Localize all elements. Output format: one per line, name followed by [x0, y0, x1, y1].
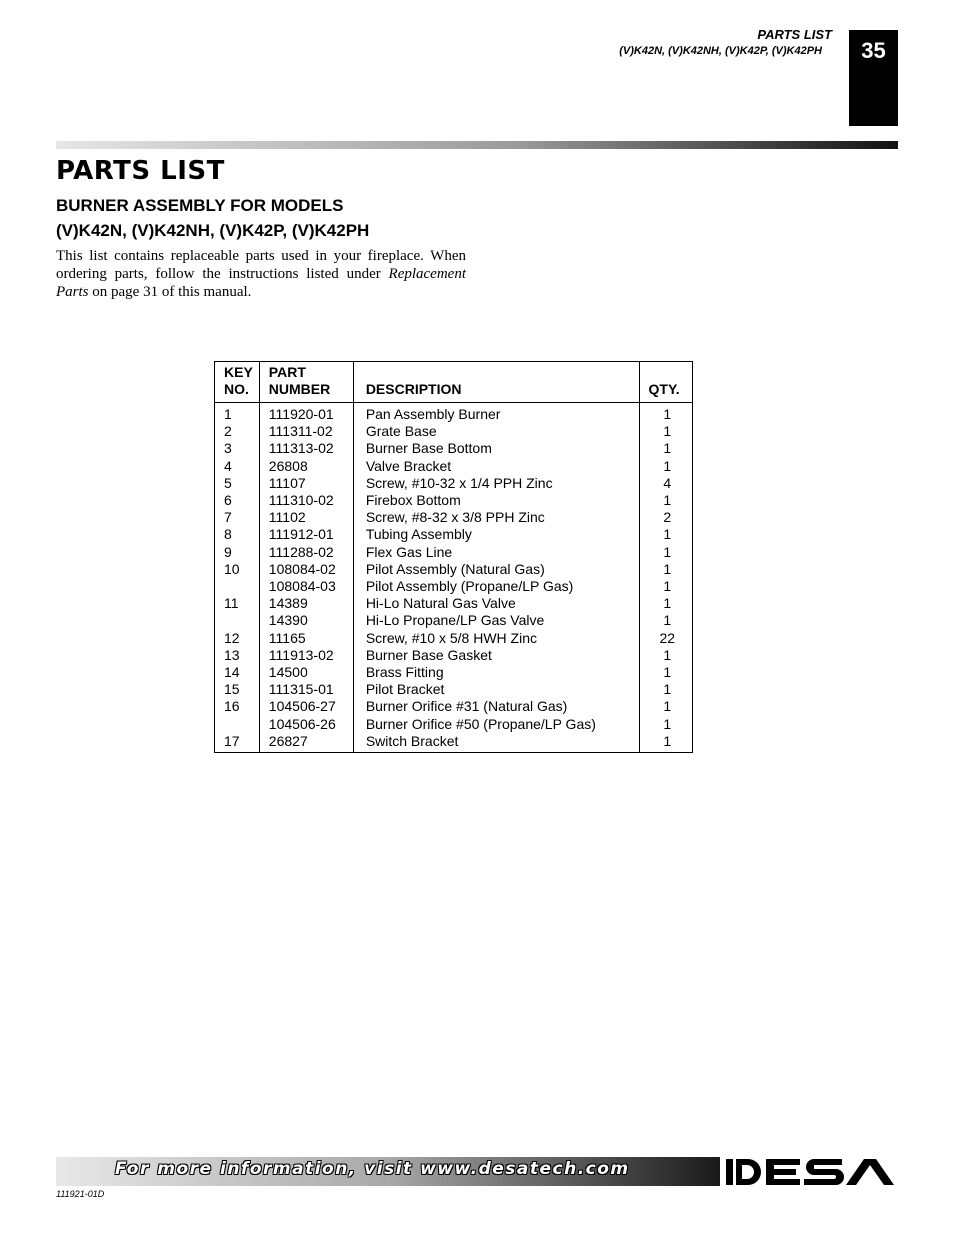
header-models-line: (V)K42N, (V)K42NH, (V)K42P, (V)K42PH — [619, 45, 822, 57]
parts-table — [214, 361, 693, 753]
cell-description: Firebox Bottom — [353, 492, 639, 509]
table-row — [215, 595, 693, 612]
cell-description: Burner Orifice #31 (Natural Gas) — [353, 698, 639, 715]
cell-part-number: 108084-02 — [259, 561, 353, 578]
table-row — [215, 544, 693, 561]
page-number-box — [849, 30, 898, 126]
cell-part-number: 26808 — [259, 458, 353, 475]
cell-description: Switch Bracket — [353, 733, 639, 753]
desa-logo — [724, 1156, 898, 1188]
cell-key-no: 7 — [215, 509, 260, 526]
cell-key-no: 1 — [215, 403, 260, 424]
cell-description: Grate Base — [353, 423, 639, 440]
cell-key-no: 6 — [215, 492, 260, 509]
cell-qty: 2 — [663, 509, 672, 526]
cell-key-no: 14 — [215, 664, 260, 681]
cell-qty: 1 — [663, 578, 672, 595]
cell-part-number: 11107 — [259, 475, 353, 492]
cell-key-no: 2 — [215, 423, 260, 440]
cell-key-no: 8 — [215, 526, 260, 543]
cell-description: Flex Gas Line — [353, 544, 639, 561]
table-row — [215, 475, 693, 492]
cell-qty: 1 — [663, 423, 672, 440]
table-row — [215, 509, 693, 526]
cell-part-number: 111313-02 — [259, 440, 353, 457]
cell-qty: 1 — [663, 526, 672, 543]
header-key-line1: KEY — [224, 364, 253, 380]
table-header-row — [215, 362, 693, 403]
header-part-number — [259, 362, 353, 403]
cell-qty: 1 — [663, 698, 672, 715]
cell-description: Screw, #10 x 5/8 HWH Zinc — [353, 630, 639, 647]
cell-description: Hi-Lo Natural Gas Valve — [353, 595, 639, 612]
table-row — [215, 458, 693, 475]
header-part-line2: NUMBER — [268, 381, 331, 397]
cell-key-no — [215, 716, 260, 733]
intro-paragraph — [56, 247, 466, 301]
section-subtitle — [56, 193, 369, 243]
cell-qty: 1 — [663, 440, 672, 457]
table-row — [215, 630, 693, 647]
cell-qty: 1 — [663, 664, 672, 681]
header-gradient-rule — [56, 141, 898, 149]
cell-part-number: 14500 — [259, 664, 353, 681]
cell-qty: 1 — [663, 406, 672, 422]
cell-key-no: 5 — [215, 475, 260, 492]
table-row — [215, 698, 693, 715]
table-row — [215, 647, 693, 664]
table-row — [215, 612, 693, 629]
cell-part-number: 111912-01 — [259, 526, 353, 543]
cell-qty: 1 — [663, 715, 672, 732]
cell-qty: 1 — [663, 543, 672, 560]
cell-qty: 1 — [663, 612, 672, 629]
cell-part-number: 11102 — [259, 509, 353, 526]
intro-text-before: This list contains replaceable parts used in your fireplace. When ordering parts, follow the instructions listed under — [56, 248, 466, 282]
table-row — [215, 733, 693, 753]
cell-part-number: 26827 — [259, 733, 353, 753]
cell-qty: 1 — [663, 681, 672, 698]
header-part-line1: PART — [268, 364, 306, 380]
cell-description: Pilot Assembly (Propane/LP Gas) — [353, 578, 639, 595]
cell-description: Burner Orifice #50 (Propane/LP Gas) — [353, 716, 639, 733]
cell-description: Screw, #8-32 x 3/8 PPH Zinc — [353, 509, 639, 526]
cell-part-number: 14390 — [259, 612, 353, 629]
cell-qty: 1 — [663, 646, 672, 663]
cell-description: Screw, #10-32 x 1/4 PPH Zinc — [353, 475, 639, 492]
cell-part-number: 111311-02 — [259, 423, 353, 440]
cell-description: Burner Base Gasket — [353, 647, 639, 664]
cell-part-number: 111310-02 — [259, 492, 353, 509]
cell-part-number: 111920-01 — [259, 403, 353, 424]
cell-qty: 1 — [663, 492, 672, 509]
cell-key-no: 12 — [215, 630, 260, 647]
cell-key-no: 13 — [215, 647, 260, 664]
cell-part-number: 108084-03 — [259, 578, 353, 595]
cell-key-no: 9 — [215, 544, 260, 561]
cell-qty: 22 — [659, 629, 676, 646]
cell-key-no — [215, 578, 260, 595]
table-row — [215, 716, 693, 733]
cell-description: Pilot Bracket — [353, 681, 639, 698]
footer-info-text: For more information, visit www.desatech.com — [115, 1159, 630, 1179]
cell-qty: 4 — [663, 474, 672, 491]
table-row — [215, 526, 693, 543]
cell-qty: 1 — [663, 560, 672, 577]
table-row — [215, 440, 693, 457]
parts-table-body — [215, 403, 693, 753]
cell-key-no: 11 — [215, 595, 260, 612]
cell-key-no: 15 — [215, 681, 260, 698]
cell-description: Hi-Lo Propane/LP Gas Valve — [353, 612, 639, 629]
table-row — [215, 492, 693, 509]
table-row — [215, 578, 693, 595]
cell-key-no: 16 — [215, 698, 260, 715]
table-row — [215, 423, 693, 440]
table-row — [215, 561, 693, 578]
header-qty: QTY. — [639, 362, 692, 403]
cell-part-number: 111315-01 — [259, 681, 353, 698]
document-number: 111921-01D — [56, 1189, 105, 1199]
table-row — [215, 681, 693, 698]
cell-qty: 1 — [663, 732, 672, 749]
cell-description: Burner Base Bottom — [353, 440, 639, 457]
table-row — [215, 403, 693, 424]
header-description: DESCRIPTION — [353, 362, 639, 403]
subtitle-line-1: BURNER ASSEMBLY FOR MODELS — [56, 196, 344, 215]
cell-qty: 1 — [663, 457, 672, 474]
cell-part-number: 14389 — [259, 595, 353, 612]
cell-key-no: 10 — [215, 561, 260, 578]
header-key-no — [215, 362, 260, 403]
subtitle-line-2: (V)K42N, (V)K42NH, (V)K42P, (V)K42PH — [56, 221, 370, 240]
cell-part-number: 111913-02 — [259, 647, 353, 664]
cell-part-number: 11165 — [259, 630, 353, 647]
cell-qty: 1 — [663, 595, 672, 612]
cell-key-no: 17 — [215, 733, 260, 753]
intro-text-after: on page 31 of this manual. — [88, 284, 252, 300]
cell-part-number: 104506-27 — [259, 698, 353, 715]
header-key-line2: NO. — [224, 381, 249, 397]
header-section-label: PARTS LIST — [757, 27, 832, 42]
cell-key-no: 4 — [215, 458, 260, 475]
cell-description: Tubing Assembly — [353, 526, 639, 543]
cell-description: Valve Bracket — [353, 458, 639, 475]
cell-description: Pilot Assembly (Natural Gas) — [353, 561, 639, 578]
cell-description: Pan Assembly Burner — [353, 403, 639, 424]
page-title: PARTS LIST — [56, 156, 225, 186]
cell-part-number: 111288-02 — [259, 544, 353, 561]
intro-emphasis: Replacement Parts — [56, 266, 466, 300]
cell-part-number: 104506-26 — [259, 716, 353, 733]
cell-description: Brass Fitting — [353, 664, 639, 681]
table-row — [215, 664, 693, 681]
cell-key-no: 3 — [215, 440, 260, 457]
page-number: 35 — [861, 38, 886, 63]
cell-key-no — [215, 612, 260, 629]
